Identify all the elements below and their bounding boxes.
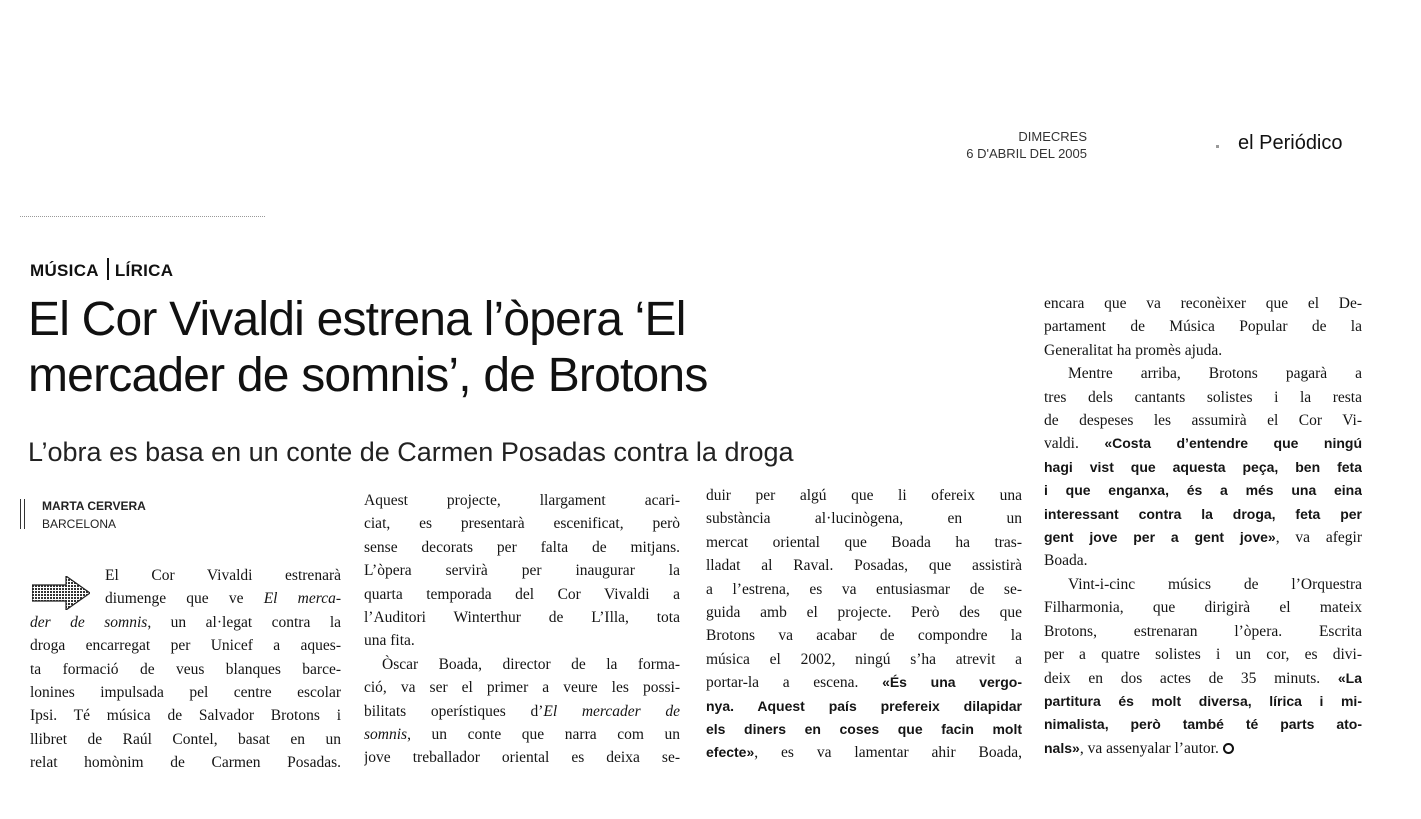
col1-line: Ipsi. Té música de Salvador Brotons i	[30, 707, 341, 725]
col3-line: guida amb el projecte. Però des que	[706, 604, 1022, 622]
section-secondary: LÍRICA	[114, 261, 174, 280]
text-run: valdi.	[1044, 435, 1105, 453]
newspaper-name: el Periódico	[1238, 132, 1343, 154]
col2-line	[364, 700, 680, 723]
italic-title: El mercader de	[543, 702, 680, 720]
col3-line: a l’estrena, es va entusiasmar de se-	[706, 580, 1022, 598]
text-run: , es va lamentar ahir Boada,	[754, 744, 1022, 762]
col4-quote-line: partitura és molt diversa, lírica i mi-	[1044, 692, 1362, 709]
section-separator	[107, 258, 109, 280]
col3-quote-line: els diners en coses que facin molt	[706, 721, 1022, 738]
headline	[28, 292, 1018, 404]
col2-line: Òscar Boada, director de la forma-	[382, 655, 680, 673]
col2-line: sense decorats per falta de mitjans.	[364, 538, 680, 556]
col1-line: relat homònim de Carmen Posadas.	[30, 754, 341, 772]
col4-line	[1044, 432, 1362, 455]
text-run: diumenge que ve	[105, 590, 264, 608]
col4-quote-line: i que enganxa, és a més una eina	[1044, 482, 1362, 499]
col4-quote-line: hagi vist que aquesta peça, ben feta	[1044, 458, 1362, 475]
quote-run: «Costa d’entendre que ningú	[1104, 435, 1362, 452]
col1-line: lonines impulsada pel centre escolar	[30, 684, 341, 702]
byline-place: BARCELONA	[42, 517, 117, 531]
text-run: , va assenyalar l’autor.	[1079, 739, 1219, 757]
col2-line: L’òpera servirà per inaugurar la	[364, 562, 680, 580]
col4-line: tres dels cantants solistes i la resta	[1044, 388, 1362, 406]
col4-line	[1044, 526, 1362, 549]
col2-line: jove treballador oriental es deixa se-	[364, 749, 680, 767]
col2-line: una fita.	[364, 632, 415, 650]
quote-run: «És una vergo-	[882, 674, 1022, 691]
col4-line: Mentre arriba, Brotons pagarà a	[1068, 365, 1362, 383]
quote-run: «La	[1337, 669, 1362, 686]
italic-title: El merca-	[263, 590, 341, 608]
column-1	[30, 564, 341, 775]
col3-line: Brotons va acabar de compondre la	[706, 627, 1022, 645]
header-dot	[1216, 145, 1219, 148]
col3-line: duir per algú que li ofereix una	[706, 487, 1022, 504]
col3-line	[706, 671, 1022, 694]
dateline	[900, 128, 1087, 162]
col4-line: Brotons, estrenaran l’òpera. Escrita	[1044, 622, 1362, 640]
text-run: , un conte que narra com un	[407, 726, 680, 744]
col1-line: llibret de Raúl Contel, basat en un	[30, 730, 341, 748]
column-2	[364, 489, 680, 770]
col4-line: de despeses les assumirà el Cor Vi-	[1044, 412, 1362, 430]
col3-line	[706, 741, 1022, 764]
quote-run: nals»	[1044, 739, 1080, 756]
col4-line: Vint-i-cinc músics de l’Orquestra	[1068, 575, 1362, 593]
col4-quote-line: interessant contra la droga, feta per	[1044, 505, 1362, 522]
col1-line	[30, 587, 341, 610]
text-run: , va afegir	[1275, 529, 1362, 547]
col1-line: El Cor Vivaldi estrenarà	[105, 567, 341, 584]
col2-line	[364, 723, 680, 746]
text-run: bilitats operístiques d’	[364, 702, 544, 720]
italic-title: somnis	[364, 726, 408, 744]
col4-line: encara que va reconèixer que el De-	[1044, 295, 1362, 312]
quote-run: efecte»	[706, 744, 755, 761]
col4-line	[1044, 667, 1362, 690]
end-circle-icon	[1223, 743, 1234, 754]
col3-line: lladat al Raval. Posadas, que assistirà	[706, 557, 1022, 575]
col4-line: partament de Música Popular de la	[1044, 318, 1362, 336]
text-run: portar-la a escena.	[706, 674, 883, 692]
col2-line: quarta temporada del Cor Vivaldi a	[364, 585, 680, 603]
col4-line	[1044, 737, 1362, 760]
top-dotted-rule	[20, 216, 265, 217]
section-label	[30, 258, 173, 281]
col1-line	[30, 611, 341, 634]
date-full: 6 D'ABRIL DEL 2005	[966, 146, 1087, 161]
col4-quote-line: nimalista, però també té parts ato-	[1044, 716, 1362, 733]
date-weekday: DIMECRES	[1018, 129, 1087, 144]
text-run: deix en dos actes de 35 minuts.	[1044, 669, 1338, 687]
col1-line: droga encarregat per Unicef a aques-	[30, 637, 341, 655]
col4-line: Filharmonia, que dirigirà el mateix	[1044, 599, 1362, 617]
section-primary: MÚSICA	[30, 261, 99, 280]
column-4	[1044, 292, 1362, 760]
byline-bar	[20, 499, 25, 529]
byline-author: MARTA CERVERA	[42, 499, 146, 513]
col4-line: Boada.	[1044, 552, 1088, 570]
col3-line: música el 2002, ningú s’ha atrevit a	[706, 650, 1022, 668]
col2-line: ció, va ser el primer a veure les possi-	[364, 679, 680, 697]
byline	[42, 497, 146, 533]
col4-line: Generalitat ha promès ajuda.	[1044, 341, 1223, 359]
col3-line: substància al·lucinògena, en un	[706, 510, 1022, 528]
italic-title: der de somnis	[30, 613, 148, 631]
column-3	[706, 484, 1022, 765]
col3-line: mercat oriental que Boada ha tras-	[706, 533, 1022, 551]
text-run: , un al·legat contra la	[147, 613, 341, 631]
col2-line: l’Auditori Winterthur de L’Illa, tota	[364, 609, 680, 627]
subheadline: L’obra es basa en un conte de Carmen Posadas contra la droga	[28, 437, 794, 467]
quote-run: gent jove per a gent jove»	[1044, 529, 1276, 546]
col4-line: per a quatre solistes i un cor, es divi-	[1044, 646, 1362, 664]
col2-line: Aquest projecte, llargament acari-	[364, 492, 680, 509]
col2-line: ciat, es presentarà escenificat, però	[364, 515, 680, 533]
col1-line: ta formació de veus blanques barce-	[30, 660, 341, 678]
headline-line-1: El Cor Vivaldi estrena l’òpera ‘El	[28, 293, 686, 346]
col3-quote-line: nya. Aquest país prefereix dilapidar	[706, 697, 1022, 714]
headline-line-2: mercader de somnis’, de Brotons	[28, 349, 708, 402]
